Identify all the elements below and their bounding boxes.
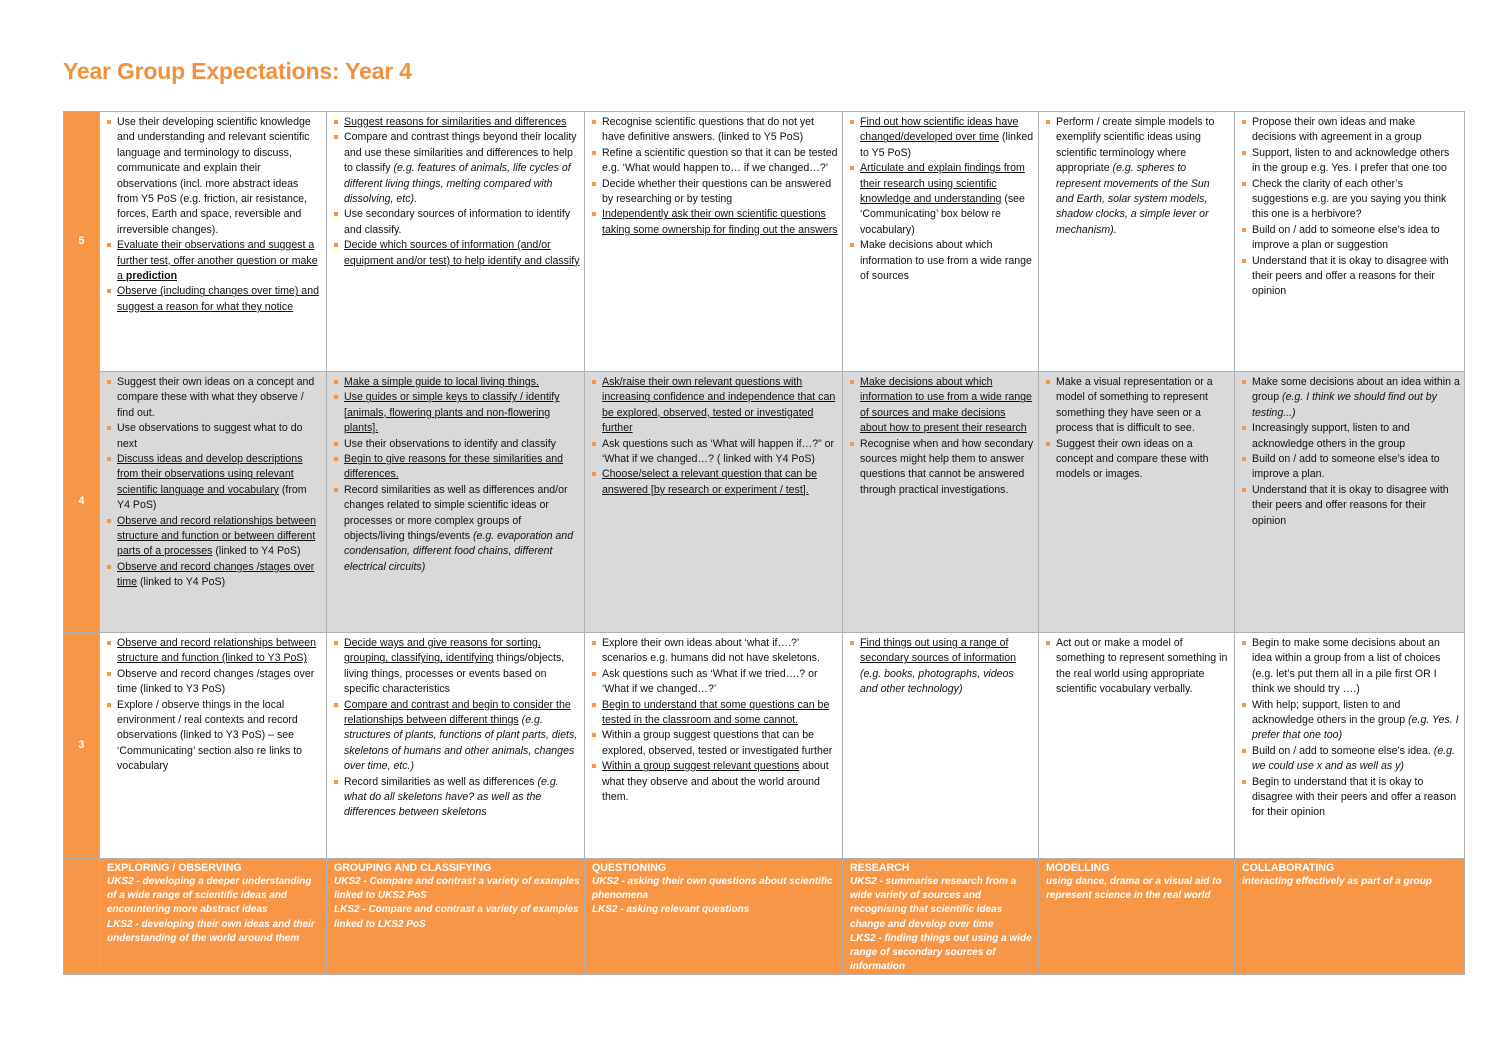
bullet-item	[1045, 115, 1230, 238]
bullet-item	[333, 636, 580, 698]
strand-heading: MODELLING	[1046, 862, 1110, 874]
bullet-item	[591, 667, 838, 698]
bullet-text: (e.g. evaporation and condensation, different food chains, different electrical circuits)	[344, 530, 574, 573]
bullet-item	[591, 207, 838, 238]
bullet-item	[106, 667, 322, 698]
strand-questioning	[585, 859, 843, 975]
bullet-text: Suggest their own ideas on a concept and compare these with models or images.	[1056, 437, 1209, 481]
cell-collaborating	[1235, 633, 1465, 859]
bullet-item	[591, 146, 838, 177]
strand-description-line: UKS2 - summarise research from a wide variety of sources and recognising that scientific ideas change and develop over time	[850, 876, 1017, 930]
bullet-item	[1045, 636, 1230, 698]
bullet-text: Understand that it is okay to disagree with their peers and offer reasons for their opinion	[1252, 483, 1449, 527]
bullet-list	[591, 375, 838, 498]
bullet-item	[849, 437, 1034, 499]
bullet-text: Observe and record relationships between structure and function or between different parts of a processes	[117, 514, 317, 558]
bullet-text: (e.g. what do all skeletons have? as well as the differences between skeletons	[344, 775, 559, 819]
cell-grouping	[327, 372, 585, 633]
bullet-text: Use guides or simple keys to classify / identify [animals, flowering plants and non-flowering plants].	[344, 391, 560, 435]
bullet-item	[333, 452, 580, 483]
bullet-item	[106, 238, 322, 284]
bullet-list	[106, 636, 322, 775]
bullet-item	[333, 115, 580, 130]
expectations-table	[63, 111, 1465, 975]
bullet-item	[1241, 452, 1460, 483]
bullet-item	[591, 115, 838, 146]
bullet-text: Independently ask their own scientific questions taking some ownership for finding out the answers	[602, 208, 838, 236]
bullet-text: Decide ways and give reasons for sorting, grouping, classifying, identifying	[344, 637, 541, 665]
cell-collaborating	[1235, 112, 1465, 372]
bullet-text: Find things out using a range of secondary sources of information	[860, 637, 1017, 665]
strand-description	[1242, 875, 1460, 889]
bullet-text: (linked to Y5 PoS)	[860, 131, 1034, 159]
bullet-item	[106, 636, 322, 667]
bullet-item	[849, 161, 1034, 238]
bullet-list	[1045, 375, 1230, 483]
bullet-text: Ask questions such as ‘What if we tried….? or ‘What if we changed…?’	[602, 667, 818, 696]
cell-collaborating	[1235, 372, 1465, 633]
bullet-text: Find out how scientific ideas have changed/developed over time	[860, 116, 1019, 144]
bullet-text: Propose their own ideas and make decisions with agreement in a group	[1252, 116, 1422, 144]
strand-description	[850, 875, 1034, 974]
footer-corner	[64, 859, 100, 975]
bullet-text: Observe and record changes /stages over time (linked to Y3 PoS)	[117, 667, 315, 696]
bullet-text: Ask questions such as ‘What will happen if…?” or ‘What if we changed…? ( linked with Y4 PoS)	[602, 437, 834, 466]
bullet-text: Increasingly support, listen to and acknowledge others in the group	[1252, 422, 1410, 450]
strand-collaborating	[1235, 859, 1465, 975]
bullet-item	[591, 177, 838, 208]
strand-description-line: LKS2 - asking relevant questions	[592, 904, 750, 916]
bullet-text: Understand that it is okay to disagree with their peers and offer a reasons for their opinion	[1252, 254, 1449, 298]
bullet-text: Make some decisions about an idea within a group	[1252, 376, 1460, 404]
cell-exploring	[100, 372, 327, 633]
bullet-item	[106, 421, 322, 452]
bullet-text: Decide whether their questions can be answered by researching or by testing	[602, 177, 832, 206]
bullet-list	[333, 115, 580, 269]
bullet-text: Use their observations to identify and classify	[344, 437, 556, 450]
bullet-list	[849, 636, 1034, 698]
bullet-text: (linked to Y4 PoS)	[137, 576, 226, 589]
bullet-text: (linked to Y4 PoS)	[212, 545, 301, 558]
bullet-text: (e.g. I think we should find out by testing...)	[1252, 391, 1437, 419]
bullet-text: Begin to give reasons for these similarities and differences.	[344, 453, 564, 481]
bullet-text: Observe and record changes /stages over time	[117, 560, 315, 589]
page-title: Year Group Expectations: Year 4	[63, 58, 412, 84]
bullet-text: Within a group suggest questions that can be explored, observed, tested or investigated further	[602, 729, 833, 757]
cell-modelling	[1039, 112, 1235, 372]
strand-heading: EXPLORING / OBSERVING	[107, 862, 242, 874]
bullet-item	[1241, 636, 1460, 698]
bullet-text: Ask/raise their own relevant questions with increasing confidence and independence that can be explored, observed, tested or investigated further	[602, 376, 836, 435]
bullet-text: Discuss ideas and develop descriptions from their observations using relevant scientific language and vocabulary	[117, 453, 303, 496]
strand-exploring	[100, 859, 327, 975]
strand-grouping	[327, 859, 585, 975]
bullet-item	[591, 467, 838, 498]
bullet-item	[333, 130, 580, 207]
bullet-item	[591, 698, 838, 729]
bullet-item	[333, 390, 580, 436]
bullet-item	[106, 698, 322, 775]
cell-modelling	[1039, 372, 1235, 633]
bullet-text: Support, listen to and acknowledge others in the group e.g. Yes. I prefer that one too	[1252, 146, 1450, 175]
cell-exploring	[100, 112, 327, 372]
bullet-item	[1241, 254, 1460, 300]
bullet-list	[106, 115, 322, 315]
bullet-item	[1241, 115, 1460, 146]
bullet-text: Record similarities as well as differences and/or changes related to simple scientific ideas or processes or more complex groups of objects/living things/events	[344, 483, 568, 543]
bullet-text: things/objects, living things, processes or events based on specific characteristics	[344, 652, 565, 696]
bullet-item	[591, 636, 838, 667]
bullet-text: prediction	[125, 270, 178, 283]
bullet-text: Build on / add to someone else’s idea to improve a plan.	[1252, 453, 1440, 481]
bullet-text: (e.g. features of animals, life cycles of different living things, melting compared with dissolving, etc).	[344, 162, 571, 206]
bullet-item	[106, 514, 322, 560]
bullet-text: Use secondary sources of information to identify and classify.	[344, 208, 571, 236]
bullet-item	[1241, 698, 1460, 744]
bullet-text: (from Y4 PoS)	[117, 483, 307, 512]
bullet-text: Build on / add to someone else’s idea to improve a plan or suggestion	[1252, 223, 1440, 252]
cell-questioning	[585, 112, 843, 372]
strand-description	[107, 875, 322, 946]
bullet-item	[333, 437, 580, 452]
strand-footer-row	[64, 859, 1465, 975]
bullet-item	[849, 115, 1034, 161]
strand-description-line: LKS2 - finding things out using a wide range of secondary sources of information	[850, 932, 1032, 973]
bullet-text: (e.g. we could use x and as well as y)	[1252, 744, 1455, 773]
bullet-item	[333, 775, 580, 821]
bullet-item	[591, 375, 838, 437]
bullet-text: Suggest their own ideas on a concept and compare these with what they observe / find out.	[117, 376, 315, 419]
bullet-text: Begin to understand that it is okay to disagree with their peers and offer a reason for their opinion	[1252, 775, 1457, 819]
bullet-item	[849, 636, 1034, 698]
bullet-text: Begin to make some decisions about an idea within a group from a list of choices (e.g. let’s put them all in a pile first OR I think we should try ….)	[1252, 637, 1441, 696]
bullet-text: Build on / add to someone else’s idea.	[1252, 744, 1434, 757]
bullet-item	[1241, 483, 1460, 529]
bullet-item	[1241, 775, 1460, 821]
bullet-item	[333, 698, 580, 775]
bullet-item	[591, 759, 838, 805]
bullet-item	[106, 375, 322, 421]
bullet-text: (see ‘Communicating’ box below re vocabulary)	[860, 193, 1025, 236]
strand-heading: COLLABORATING	[1242, 862, 1335, 874]
bullet-text: Within a group suggest relevant questions	[602, 760, 800, 773]
bullet-item	[1241, 177, 1460, 223]
strand-description-line: UKS2 - Compare and contrast a variety of examples linked to UKS2 PoS	[334, 876, 580, 902]
cell-questioning	[585, 372, 843, 633]
bullet-item	[1241, 421, 1460, 452]
strand-heading: RESEARCH	[850, 862, 910, 874]
bullet-text: Decide which sources of information (and/or equipment and/or test) to help identify and classify	[344, 239, 580, 267]
cell-exploring	[100, 633, 327, 859]
bullet-list	[849, 375, 1034, 498]
level-label: 3	[64, 633, 100, 859]
cell-grouping	[327, 112, 585, 372]
bullet-text: Record similarities as well as differences	[344, 775, 538, 788]
level-label: 5	[64, 112, 100, 372]
bullet-text: Observe and record relationships between structure and function (linked to Y3 PoS)	[117, 637, 317, 665]
bullet-item	[1045, 375, 1230, 437]
bullet-item	[1241, 744, 1460, 775]
strand-description	[592, 875, 838, 918]
bullet-list	[333, 636, 580, 821]
bullet-item	[106, 284, 322, 315]
bullet-item	[1241, 146, 1460, 177]
bullet-text: Explore / observe things in the local environment / real contexts and record observations (linked to Y3 PoS) – see ‘Communicating’ section also re links to vocabulary	[117, 698, 303, 773]
bullet-text: Check the clarity of each other’s suggestions e.g. are you saying you think this one is a herbivore?	[1252, 177, 1447, 221]
bullet-text: about what they observe and about the world around them.	[602, 760, 829, 804]
bullet-item	[333, 207, 580, 238]
bullet-text: (e.g. spheres to represent movements of the Sun and Earth, solar system models, shadow clocks, a simple lever or mechanism).	[1056, 162, 1210, 236]
bullet-item	[1241, 223, 1460, 254]
bullet-text: Articulate and explain findings from their research using scientific knowledge and understanding	[860, 162, 1025, 206]
bullet-text: Refine a scientific question so that it can be tested e.g. ‘What would happen to… if we changed…?’	[602, 146, 838, 175]
bullet-text: Recognise when and how secondary sources might help them to answer questions that cannot be answered through practical investigations.	[860, 437, 1034, 496]
bullet-text: Choose/select a relevant question that can be answered [by research or experiment / test].	[602, 468, 817, 496]
bullet-item	[849, 375, 1034, 437]
cell-research	[843, 633, 1039, 859]
strand-description-line: interacting effectively as part of a group	[1242, 876, 1432, 887]
cell-modelling	[1039, 633, 1235, 859]
bullet-text: (e.g. structures of plants, functions of plant parts, diets, skeletons of humans and other animals, changes over time, etc.)	[344, 714, 578, 773]
bullet-list	[591, 636, 838, 805]
bullet-text: Recognise scientific questions that do not yet have definitive answers. (linked to Y5 PoS)	[602, 116, 814, 144]
bullet-text: Compare and contrast things beyond their locality and use these similarities and differences to help to classify	[344, 131, 577, 175]
cell-research	[843, 372, 1039, 633]
bullet-list	[591, 115, 838, 238]
strand-description-line: UKS2 - developing a deeper understanding of a wide range of scientific ideas and encountering more abstract ideas	[107, 876, 312, 916]
bullet-list	[849, 115, 1034, 284]
bullet-list	[106, 375, 322, 591]
strand-research	[843, 859, 1039, 975]
bullet-list	[1241, 375, 1460, 529]
bullet-list	[1241, 115, 1460, 300]
strand-description-line: LKS2 - developing their own ideas and their understanding of the world around them	[107, 918, 315, 944]
strand-description	[1046, 875, 1230, 903]
bullet-text: Explore their own ideas about ‘what if….?’ scenarios e.g. humans did not have skeletons.	[602, 637, 820, 665]
bullet-text: Compare and contrast and begin to consider the relationships between different things	[344, 698, 571, 727]
bullet-list	[333, 375, 580, 575]
bullet-text: Suggest reasons for similarities and differences	[344, 116, 567, 128]
row-level-4	[64, 372, 1465, 633]
bullet-item	[106, 452, 322, 514]
strand-heading: QUESTIONING	[592, 862, 667, 874]
bullet-text: Act out or make a model of something to represent something in the real world using appropriate scientific vocabulary verbally.	[1056, 637, 1228, 696]
bullet-item	[333, 483, 580, 575]
bullet-text: Begin to understand that some questions can be tested in the classroom and some cannot.	[602, 698, 830, 727]
bullet-text: (e.g. books, photographs, videos and other technology)	[860, 667, 1014, 696]
cell-research	[843, 112, 1039, 372]
bullet-text: Make a simple guide to local living things.	[344, 376, 539, 388]
bullet-item	[591, 728, 838, 759]
strand-description-line: LKS2 - Compare and contrast a variety of examples linked to LKS2 PoS	[334, 904, 579, 930]
bullet-item	[1241, 375, 1460, 421]
bullet-list	[1241, 636, 1460, 821]
cell-questioning	[585, 633, 843, 859]
bullet-item	[591, 437, 838, 468]
bullet-text: Observe (including changes over time) and suggest a reason for what they notice	[117, 285, 319, 313]
bullet-item	[106, 115, 322, 238]
strand-modelling	[1039, 859, 1235, 975]
bullet-item	[849, 238, 1034, 284]
bullet-text: Use their developing scientific knowledge and understanding and relevant scientific language and terminology to discuss, communicate and explain their observations (incl. more abstract ideas from Y5 PoS (e.g. friction, air resistance, forces, Earth and space, reversible and irreversible changes).	[117, 116, 311, 236]
cell-grouping	[327, 633, 585, 859]
bullet-list	[1045, 636, 1230, 698]
bullet-text: Evaluate their observations and suggest a further test, offer another question or make a	[117, 239, 318, 283]
bullet-text: With help; support, listen to and acknowledge others in the group	[1252, 698, 1409, 727]
bullet-text: Perform / create simple models to exemplify scientific ideas using scientific terminology where appropriate	[1056, 116, 1215, 175]
bullet-item	[106, 560, 322, 591]
bullet-text: Make decisions about which information to use from a wide range of sources	[860, 239, 1032, 283]
bullet-item	[333, 375, 580, 390]
bullet-text: (e.g. Yes. I prefer that one too)	[1252, 714, 1459, 742]
bullet-item	[1045, 437, 1230, 483]
bullet-text: Use observations to suggest what to do next	[117, 422, 303, 450]
strand-description	[334, 875, 580, 932]
bullet-text: Make decisions about which information to use from a wide range of sources and make decisions about how to present their research	[860, 376, 1032, 435]
strand-description-line: UKS2 - asking their own questions about scientific phenomena	[592, 876, 833, 902]
row-level-5	[64, 112, 1465, 372]
level-label: 4	[64, 372, 100, 633]
strand-description-line: using dance, drama or a visual aid to represent science in the real world	[1046, 876, 1222, 902]
row-level-3	[64, 633, 1465, 859]
bullet-list	[1045, 115, 1230, 238]
strand-heading: GROUPING AND CLASSIFYING	[334, 862, 492, 874]
bullet-item	[333, 238, 580, 269]
bullet-text: Make a visual representation or a model of something to represent something they have seen or a process that is difficult to see.	[1056, 376, 1213, 435]
